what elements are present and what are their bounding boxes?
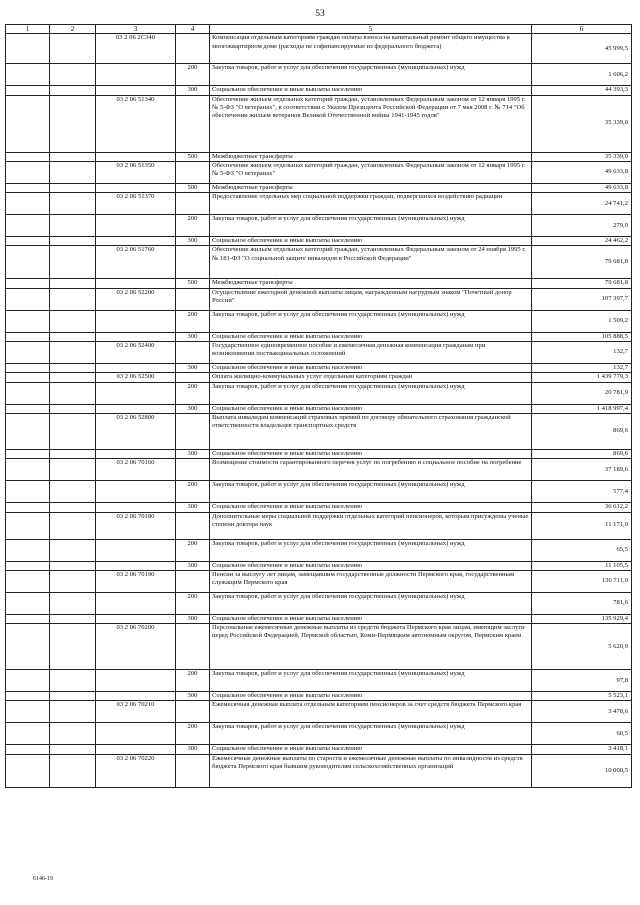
- target-article-code: 03 2 06 52800: [96, 413, 176, 449]
- expense-type-code: 300: [176, 503, 210, 512]
- item-name: Социальное обеспечение и иные выплаты населению: [210, 745, 532, 754]
- cell-col1: [6, 342, 50, 364]
- target-article-code: [96, 64, 176, 86]
- cell-col1: [6, 152, 50, 161]
- target-article-code: 03 2 06 51760: [96, 246, 176, 279]
- cell-col1: [6, 373, 50, 382]
- expense-type-code: 200: [176, 310, 210, 332]
- expense-type-code: 300: [176, 561, 210, 570]
- cell-col1: [6, 237, 50, 246]
- item-name: Возмещение стоимости гарантированного перечня услуг по погребению и социальное пособие на погребение: [210, 459, 532, 481]
- amount: 107 397,7: [532, 288, 632, 310]
- cell-col2: [50, 382, 96, 404]
- table-row: [6, 364, 632, 373]
- table-row: [6, 481, 632, 503]
- item-name: Закупка товаров, работ и услуг для обеспечения государственных (муниципальных) нужд: [210, 670, 532, 692]
- table-row: [6, 64, 632, 86]
- item-name: Обеспечение жильем отдельных категорий граждан, установленных Федеральным законом от 24 ноября 1995 г. № 181-ФЗ "О социальной защите инвалидов в Российской Федерации": [210, 246, 532, 279]
- amount: 11 171,0: [532, 512, 632, 539]
- item-name: Закупка товаров, работ и услуг для обеспечения государственных (муниципальных) нужд: [210, 723, 532, 745]
- target-article-code: 03 2 06 52400: [96, 342, 176, 364]
- page-number: 53: [315, 9, 325, 19]
- cell-col2: [50, 237, 96, 246]
- amount: 45 999,5: [532, 34, 632, 64]
- cell-col2: [50, 279, 96, 288]
- target-article-code: [96, 310, 176, 332]
- target-article-code: [96, 237, 176, 246]
- item-name: Социальное обеспечение и иные выплаты населению: [210, 86, 532, 95]
- item-name: Государственное единовременное пособие и ежемесячная денежная компенсация гражданам при возникновении поствакцинальных осложнений: [210, 342, 532, 364]
- cell-col1: [6, 193, 50, 215]
- cell-col1: [6, 449, 50, 458]
- cell-col2: [50, 670, 96, 692]
- cell-col2: [50, 745, 96, 754]
- item-name: Закупка товаров, работ и услуг для обеспечения государственных (муниципальных) нужд: [210, 310, 532, 332]
- expense-type-code: 200: [176, 215, 210, 237]
- item-name: Закупка товаров, работ и услуг для обеспечения государственных (муниципальных) нужд: [210, 64, 532, 86]
- cell-col1: [6, 670, 50, 692]
- amount: 132,7: [532, 342, 632, 364]
- cell-col2: [50, 34, 96, 64]
- cell-col1: [6, 723, 50, 745]
- table-row: [6, 193, 632, 215]
- target-article-code: [96, 561, 176, 570]
- cell-col2: [50, 459, 96, 481]
- cell-col1: [6, 692, 50, 701]
- table-row: [6, 692, 632, 701]
- cell-col2: [50, 754, 96, 787]
- cell-col2: [50, 413, 96, 449]
- target-article-code: [96, 503, 176, 512]
- expense-type-code: [176, 754, 210, 787]
- amount: 135 929,4: [532, 614, 632, 623]
- cell-col2: [50, 288, 96, 310]
- expense-type-code: 500: [176, 152, 210, 161]
- cell-col1: [6, 332, 50, 341]
- cell-col1: [6, 183, 50, 192]
- cell-col1: [6, 701, 50, 723]
- cell-col1: [6, 512, 50, 539]
- cell-col2: [50, 449, 96, 458]
- table-row: [6, 310, 632, 332]
- table-row: [6, 161, 632, 183]
- table-body: [6, 34, 632, 787]
- amount: 36 612,2: [532, 503, 632, 512]
- footer-code: 6146-19: [33, 876, 53, 882]
- item-name: Ежемесячная денежная выплата отдельным категориям пенсионеров за счет средств бюджета Пермского края: [210, 701, 532, 723]
- expense-type-code: [176, 246, 210, 279]
- expense-type-code: 500: [176, 183, 210, 192]
- target-article-code: [96, 692, 176, 701]
- target-article-code: 03 2 06 52500: [96, 373, 176, 382]
- amount: 60,5: [532, 723, 632, 745]
- amount: 79 681,8: [532, 279, 632, 288]
- amount: 49 633,8: [532, 183, 632, 192]
- expense-type-code: 200: [176, 539, 210, 561]
- amount: 105 888,5: [532, 332, 632, 341]
- cell-col2: [50, 701, 96, 723]
- item-name: Обеспечение жильем отдельных категорий граждан, установленных Федеральным законом от 12 января 1995 г. № 5-ФЗ "О ветеранах", в соответствии с Указом Президента Российской Федерации от 7 мая 2008 г. № 714 "Об обеспечении жильем ветеранов Великой Отечественной войны 1941-1945 годов": [210, 95, 532, 152]
- target-article-code: [96, 364, 176, 373]
- target-article-code: [96, 382, 176, 404]
- expense-type-code: 300: [176, 745, 210, 754]
- table-row: [6, 539, 632, 561]
- item-name: Закупка товаров, работ и услуг для обеспечения государственных (муниципальных) нужд: [210, 382, 532, 404]
- cell-col1: [6, 404, 50, 413]
- cell-col2: [50, 95, 96, 152]
- table-row: [6, 373, 632, 382]
- target-article-code: 03 2 06 52200: [96, 288, 176, 310]
- target-article-code: [96, 152, 176, 161]
- expense-type-code: 200: [176, 723, 210, 745]
- table-row: [6, 701, 632, 723]
- target-article-code: 03 2 06 70190: [96, 570, 176, 592]
- table-row: [6, 512, 632, 539]
- target-article-code: [96, 215, 176, 237]
- item-name: Межбюджетные трансферты: [210, 183, 532, 192]
- table-row: [6, 754, 632, 787]
- amount: 1 509,2: [532, 310, 632, 332]
- column-header: 3: [96, 25, 176, 34]
- table-row: [6, 561, 632, 570]
- cell-col2: [50, 161, 96, 183]
- cell-col2: [50, 246, 96, 279]
- cell-col1: [6, 161, 50, 183]
- cell-col1: [6, 754, 50, 787]
- amount: 577,4: [532, 481, 632, 503]
- cell-col1: [6, 624, 50, 670]
- table-row: [6, 570, 632, 592]
- table-row: [6, 503, 632, 512]
- cell-col1: [6, 364, 50, 373]
- amount: 24 741,2: [532, 193, 632, 215]
- table-row: [6, 152, 632, 161]
- column-header: 5: [210, 25, 532, 34]
- item-name: Осуществление ежегодной денежной выплаты лицам, награжденным нагрудным знаком "Почетный донор России": [210, 288, 532, 310]
- expense-type-code: [176, 95, 210, 152]
- cell-col2: [50, 692, 96, 701]
- expense-type-code: [176, 34, 210, 64]
- amount: 3 418,1: [532, 745, 632, 754]
- amount: 49 633,8: [532, 161, 632, 183]
- cell-col1: [6, 503, 50, 512]
- target-article-code: [96, 539, 176, 561]
- target-article-code: [96, 723, 176, 745]
- amount: 24 462,2: [532, 237, 632, 246]
- table-row: [6, 288, 632, 310]
- expense-type-code: 300: [176, 86, 210, 95]
- amount: 869,6: [532, 449, 632, 458]
- table-row: [6, 404, 632, 413]
- target-article-code: [96, 614, 176, 623]
- item-name: Дополнительные меры социальной поддержки отдельных категорий пенсионеров, которым присуждены ученые степени доктора наук: [210, 512, 532, 539]
- item-name: Закупка товаров, работ и услуг для обеспечения государственных (муниципальных) нужд: [210, 539, 532, 561]
- target-article-code: [96, 183, 176, 192]
- cell-col2: [50, 614, 96, 623]
- amount: 35 339,0: [532, 152, 632, 161]
- target-article-code: [96, 745, 176, 754]
- cell-col1: [6, 570, 50, 592]
- item-name: Обеспечение жильем отдельных категорий граждан, установленных Федеральным законом от 12 января 1995 г. № 5-ФЗ "О ветеранах": [210, 161, 532, 183]
- cell-col1: [6, 413, 50, 449]
- item-name: Межбюджетные трансферты: [210, 152, 532, 161]
- target-article-code: [96, 86, 176, 95]
- table-row: [6, 459, 632, 481]
- table-row: [6, 449, 632, 458]
- cell-col2: [50, 373, 96, 382]
- amount: 5 620,9: [532, 624, 632, 670]
- target-article-code: 03 2 06 51370: [96, 193, 176, 215]
- table-row: [6, 592, 632, 614]
- cell-col2: [50, 215, 96, 237]
- expense-type-code: [176, 459, 210, 481]
- cell-col2: [50, 86, 96, 95]
- item-name: Закупка товаров, работ и услуг для обеспечения государственных (муниципальных) нужд: [210, 592, 532, 614]
- table-row: [6, 670, 632, 692]
- cell-col2: [50, 539, 96, 561]
- cell-col2: [50, 723, 96, 745]
- table-row: [6, 279, 632, 288]
- table-row: [6, 624, 632, 670]
- column-header: 2: [50, 25, 96, 34]
- cell-col2: [50, 193, 96, 215]
- expense-type-code: 200: [176, 670, 210, 692]
- target-article-code: [96, 481, 176, 503]
- table-row: [6, 332, 632, 341]
- cell-col1: [6, 279, 50, 288]
- expense-type-code: [176, 288, 210, 310]
- table-row: [6, 382, 632, 404]
- cell-col1: [6, 745, 50, 754]
- item-name: Социальное обеспечение и иные выплаты населению: [210, 364, 532, 373]
- item-name: Компенсация отдельным категориям граждан оплаты взноса на капитальный ремонт общего имущества в многоквартирном доме (расходы не софинансируемые из федерального бюджета): [210, 34, 532, 64]
- column-header-row: [6, 25, 632, 34]
- cell-col2: [50, 570, 96, 592]
- cell-col2: [50, 592, 96, 614]
- table-row: [6, 246, 632, 279]
- cell-col1: [6, 561, 50, 570]
- amount: 5 523,1: [532, 692, 632, 701]
- amount: 79 681,8: [532, 246, 632, 279]
- table-row: [6, 723, 632, 745]
- cell-col1: [6, 539, 50, 561]
- cell-col1: [6, 459, 50, 481]
- target-article-code: [96, 404, 176, 413]
- cell-col1: [6, 34, 50, 64]
- amount: 781,6: [532, 592, 632, 614]
- column-header: 6: [532, 25, 632, 34]
- item-name: Ежемесячные денежные выплаты по старости и ежемесячные денежные выплаты по инвалидности из средств бюджета Пермского края бывшим руководителям сельскохозяйственных организаций: [210, 754, 532, 787]
- item-name: Социальное обеспечение и иные выплаты населению: [210, 503, 532, 512]
- cell-col2: [50, 64, 96, 86]
- item-name: Предоставление отдельных мер социальной поддержки граждан, подвергшихся воздействию радиации: [210, 193, 532, 215]
- target-article-code: [96, 592, 176, 614]
- amount: 279,0: [532, 215, 632, 237]
- cell-col1: [6, 288, 50, 310]
- expense-type-code: [176, 373, 210, 382]
- cell-col1: [6, 95, 50, 152]
- target-article-code: [96, 670, 176, 692]
- item-name: Социальное обеспечение и иные выплаты населению: [210, 404, 532, 413]
- item-name: Социальное обеспечение и иные выплаты населению: [210, 614, 532, 623]
- amount: 1 418 997,4: [532, 404, 632, 413]
- table-row: [6, 95, 632, 152]
- amount: 3 478,6: [532, 701, 632, 723]
- amount: 97,8: [532, 670, 632, 692]
- item-name: Пенсии за выслугу лет лицам, замещавшим государственные должности Пермского края, государственным служащим Пермского края: [210, 570, 532, 592]
- amount: 44 393,3: [532, 86, 632, 95]
- target-article-code: 03 2 06 70200: [96, 624, 176, 670]
- column-header: 1: [6, 25, 50, 34]
- cell-col1: [6, 246, 50, 279]
- item-name: Социальное обеспечение и иные выплаты населению: [210, 237, 532, 246]
- expense-type-code: [176, 161, 210, 183]
- expense-type-code: 300: [176, 404, 210, 413]
- table-row: [6, 342, 632, 364]
- expense-type-code: [176, 413, 210, 449]
- expense-type-code: 200: [176, 382, 210, 404]
- expense-type-code: [176, 624, 210, 670]
- table-row: [6, 34, 632, 64]
- amount: 10 000,5: [532, 754, 632, 787]
- item-name: Закупка товаров, работ и услуг для обеспечения государственных (муниципальных) нужд: [210, 215, 532, 237]
- amount: 1 606,2: [532, 64, 632, 86]
- table-row: [6, 86, 632, 95]
- column-header: 4: [176, 25, 210, 34]
- cell-col1: [6, 382, 50, 404]
- amount: 20 781,9: [532, 382, 632, 404]
- expense-type-code: 300: [176, 332, 210, 341]
- amount: 1 439 779,3: [532, 373, 632, 382]
- amount: 35 339,0: [532, 95, 632, 152]
- expense-type-code: 500: [176, 279, 210, 288]
- item-name: Межбюджетные трансферты: [210, 279, 532, 288]
- table-row: [6, 183, 632, 192]
- cell-col2: [50, 342, 96, 364]
- item-name: Социальное обеспечение и иные выплаты населению: [210, 332, 532, 341]
- target-article-code: 03 2 06 70180: [96, 512, 176, 539]
- expense-type-code: 300: [176, 614, 210, 623]
- target-article-code: 03 2 06 51350: [96, 161, 176, 183]
- item-name: Выплата инвалидам компенсаций страховых премий по договору обязательного страхования гражданской ответственности владельцев транспортных средств: [210, 413, 532, 449]
- expense-type-code: [176, 570, 210, 592]
- cell-col1: [6, 592, 50, 614]
- cell-col2: [50, 152, 96, 161]
- cell-col1: [6, 64, 50, 86]
- target-article-code: 03 2 06 2C340: [96, 34, 176, 64]
- item-name: Социальное обеспечение и иные выплаты населению: [210, 449, 532, 458]
- cell-col2: [50, 512, 96, 539]
- cell-col1: [6, 310, 50, 332]
- item-name: Оплата жилищно-коммунальных услуг отдельным категориям граждан: [210, 373, 532, 382]
- expense-type-code: 300: [176, 449, 210, 458]
- budget-table: [5, 24, 632, 788]
- target-article-code: 03 2 06 70210: [96, 701, 176, 723]
- cell-col2: [50, 624, 96, 670]
- cell-col2: [50, 364, 96, 373]
- amount: 136 711,0: [532, 570, 632, 592]
- expense-type-code: [176, 193, 210, 215]
- expense-type-code: 300: [176, 237, 210, 246]
- cell-col2: [50, 481, 96, 503]
- expense-type-code: 300: [176, 364, 210, 373]
- table-row: [6, 745, 632, 754]
- item-name: Персональные ежемесячные денежные выплаты из средств бюджета Пермского края лицам, имеющим заслуги перед Российской Федерацией, Пермской областью, Коми-Пермяцким автономным округом, Пермским краем: [210, 624, 532, 670]
- cell-col1: [6, 215, 50, 237]
- cell-col2: [50, 183, 96, 192]
- expense-type-code: [176, 701, 210, 723]
- cell-col1: [6, 86, 50, 95]
- expense-type-code: 200: [176, 481, 210, 503]
- target-article-code: [96, 332, 176, 341]
- amount: 65,5: [532, 539, 632, 561]
- expense-type-code: 200: [176, 592, 210, 614]
- target-article-code: [96, 449, 176, 458]
- table-row: [6, 413, 632, 449]
- table-row: [6, 614, 632, 623]
- table-row: [6, 237, 632, 246]
- cell-col2: [50, 503, 96, 512]
- item-name: Социальное обеспечение и иные выплаты населению: [210, 692, 532, 701]
- target-article-code: 03 2 06 70220: [96, 754, 176, 787]
- amount: 37 189,6: [532, 459, 632, 481]
- amount: 869,6: [532, 413, 632, 449]
- target-article-code: 03 2 06 70160: [96, 459, 176, 481]
- cell-col2: [50, 310, 96, 332]
- item-name: Социальное обеспечение и иные выплаты населению: [210, 561, 532, 570]
- cell-col2: [50, 561, 96, 570]
- cell-col1: [6, 614, 50, 623]
- cell-col1: [6, 481, 50, 503]
- expense-type-code: 200: [176, 64, 210, 86]
- cell-col2: [50, 332, 96, 341]
- target-article-code: 03 2 06 51340: [96, 95, 176, 152]
- cell-col2: [50, 404, 96, 413]
- expense-type-code: [176, 512, 210, 539]
- item-name: Закупка товаров, работ и услуг для обеспечения государственных (муниципальных) нужд: [210, 481, 532, 503]
- expense-type-code: 300: [176, 692, 210, 701]
- amount: 132,7: [532, 364, 632, 373]
- target-article-code: [96, 279, 176, 288]
- expense-type-code: [176, 342, 210, 364]
- table-row: [6, 215, 632, 237]
- amount: 11 105,5: [532, 561, 632, 570]
